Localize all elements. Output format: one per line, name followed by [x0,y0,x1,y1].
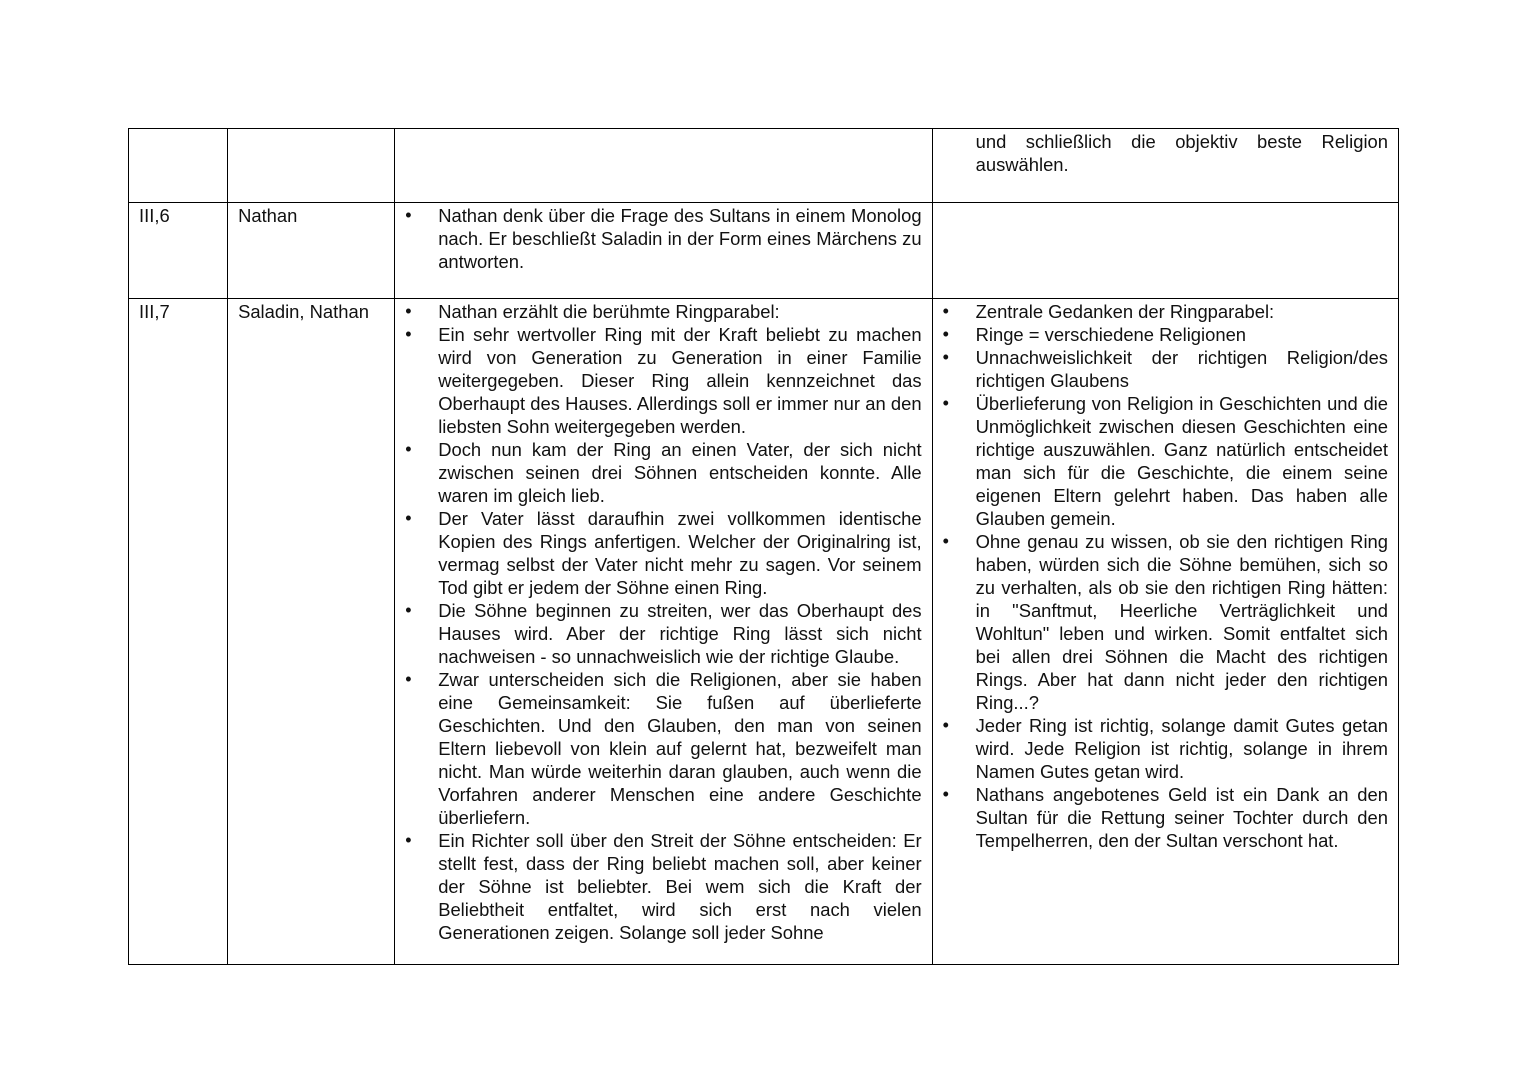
interpretation-list [933,299,1398,852]
content-list [395,299,931,944]
content-cell [395,299,932,965]
persons-cell [228,129,395,203]
list-item: • Ringe = verschiedene Religionen [943,323,1388,346]
scene-cell [129,129,228,203]
persons-cell: Saladin, Nathan [228,299,395,965]
list-item: • Unnachweislichkeit der richtigen Religion/des richtigen Glaubens [943,346,1388,392]
list-item: • Zentrale Gedanken der Ringparabel: [943,300,1388,323]
list-item: • Überlieferung von Religion in Geschichten und die Unmöglichkeit zwischen diesen Geschichten eine richtige auszuwählen. Ganz natürlich entscheidet man sich für die Geschichte, die einem seine eigenen Eltern gelehrt haben. Das haben alle Glauben gemein. [943,392,1388,530]
interpretation-cell [932,129,1398,203]
content-cell [395,129,932,203]
list-item: • Nathan denk über die Frage des Sultans in einem Monolog nach. Er beschließt Saladin in der Form eines Märchens zu antworten. [405,204,921,273]
interpretation-cell [932,203,1398,299]
list-item: • Ein sehr wertvoller Ring mit der Kraft beliebt zu machen wird von Generation zu Generation in einer Familie weitergegeben. Dieser Ring allein kennzeichnet das Oberhaupt des Hauses. Allerdings soll er immer nur an den liebsten Sohn weitergegeben werden. [405,323,921,438]
content-list [395,203,931,273]
list-item: • Ohne genau zu wissen, ob sie den richtigen Ring haben, würden sich die Söhne bemühen, sich so zu verhalten, als ob sie den richtigen Ring hätten: in "Sanftmut, Heerliche Verträglichkeit und Wohltun" leben und wirken. Somit entfaltet sich bei allen drei Söhnen die Macht des richtigen Rings. Aber hat dann nicht jeder den richtigen Ring...? [943,530,1388,714]
persons-cell: Nathan [228,203,395,299]
interpretation-cell [932,299,1398,965]
table-row [129,299,1399,965]
list-item: • Zwar unterscheiden sich die Religionen, aber sie haben eine Gemeinsamkeit: Sie fußen auf überlieferte Geschichten. Und den Glauben, den man von seinen Eltern liebevoll von klein auf gelernt hat, bezweifelt man nicht. Man würde weiterhin daran glauben, auch wenn die Vorfahren anderer Menschen eine andere Geschichte überliefern. [405,668,921,829]
list-item: • Die Söhne beginnen zu streiten, wer das Oberhaupt des Hauses wird. Aber der richtige Ring lässt sich nicht nachweisen - so unnachweislich wie der richtige Glaube. [405,599,921,668]
table-row [129,129,1399,203]
list-item: • Ein Richter soll über den Streit der Söhne entscheiden: Er stellt fest, dass der Ring beliebt machen soll, aber keiner der Söhne ist beliebter. Bei wem sich die Kraft der Beliebtheit entfaltet, wird sich erst nach vielen Generationen zeigen. Solange soll jeder Sohne [405,829,921,944]
scene-cell: III,6 [129,203,228,299]
scene-cell: III,7 [129,299,228,965]
list-item: • Nathans angebotenes Geld ist ein Dank an den Sultan für die Rettung seiner Tochter durch den Tempelherren, den der Sultan verschont hat. [943,783,1388,852]
list-item: • Der Vater lässt daraufhin zwei vollkommen identische Kopien des Rings anfertigen. Welcher der Originalring ist, vermag selbst der Vater nicht mehr zu sagen. Vor seinem Tod gibt er jedem der Söhne einen Ring. [405,507,921,599]
table-row [129,203,1399,299]
list-item: • Nathan erzählt die berühmte Ringparabel: [405,300,921,323]
list-item: • Jeder Ring ist richtig, solange damit Gutes getan wird. Jede Religion ist richtig, solange in ihrem Namen Gutes getan wird. [943,714,1388,783]
list-item: • Doch nun kam der Ring an einen Vater, der sich nicht zwischen seinen drei Söhnen entscheiden konnte. Alle waren im gleich lieb. [405,438,921,507]
scene-table [128,128,1399,965]
content-cell [395,203,932,299]
interpretation-continuation: und schließlich die objektiv beste Religion auswählen. [975,131,1388,175]
